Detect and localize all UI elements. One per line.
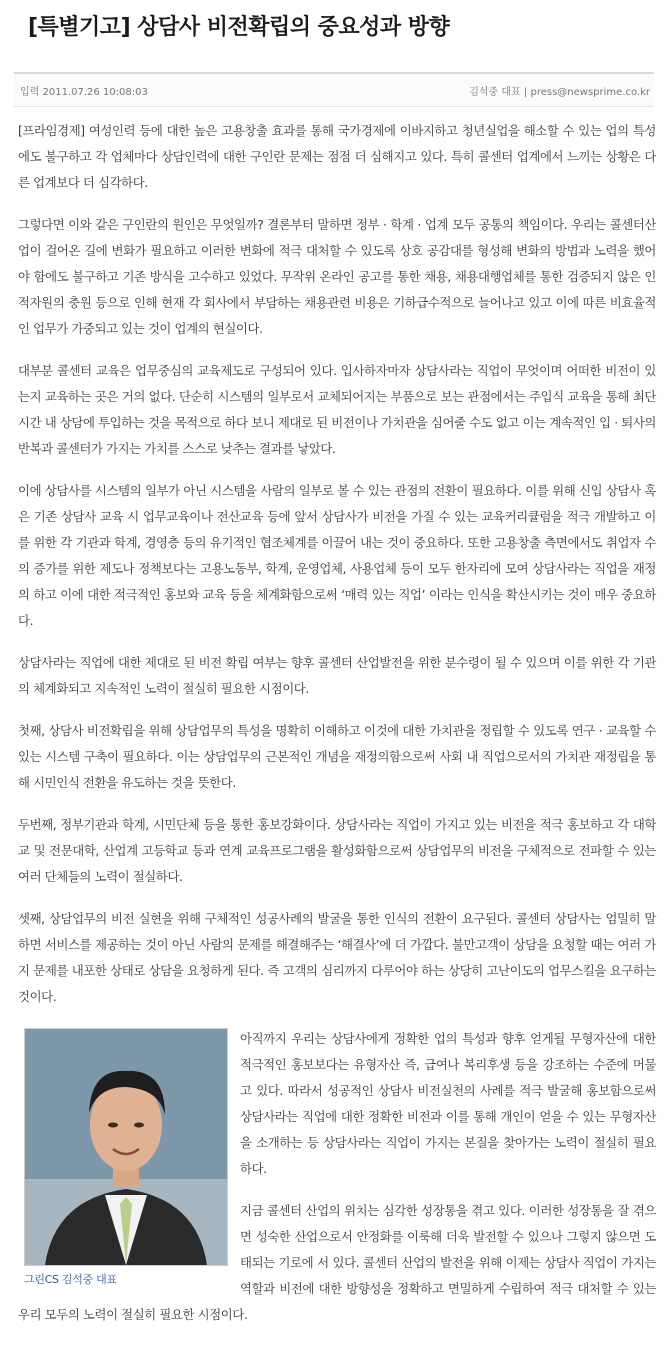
photo-caption: 그린CS 김석중 대표 (24, 1273, 117, 1286)
article-meta-bar (14, 72, 654, 107)
byline-separator: | (523, 87, 528, 98)
article-paragraph: 상담사라는 직업에 대한 제대로 된 비전 확립 여부는 향후 콜센터 산업발전을 위한 분수령이 될 수 있으며 이를 위한 각 기관의 체계화되고 지속적인 노력이 절실히 필요한 시점이다. (18, 655, 656, 696)
article-paragraph: 그렇다면 이와 같은 구인란의 원인은 무엇일까? 결론부터 말하면 정부 · 학계 · 업계 모두 공통의 책임이다. 우리는 콜센터산업이 걸어온 길에 변화가 필요하고 이러한 변화에 적극 대처할 수 있도록 상호 공감대를 형성해 변화의 방법과 노력을 했어야 함에도 불구하고 기존 방식을 고수하고 있었다. 무작위 온라인 공고를 통한 채용, 채용대행업체를 통한 검증되지 않은 인적자원의 충원 등으로 인해 현재 각 회사에서 부담하는 채용관련 비용은 기하급수적으로 늘어나고 있고 이에 따른 비효율적인 업무가 가중되고 있는 것이 업계의 현실이다. (18, 217, 656, 336)
author-photo-figure (24, 1028, 228, 1288)
author-email-link[interactable]: press@newsprime.co.kr (530, 87, 650, 98)
author-name: 김석중 대표 (469, 87, 521, 98)
author-photo (24, 1028, 228, 1266)
date-value: 2011.07.26 10:08:03 (42, 87, 148, 98)
article-paragraph: 아직까지 우리는 상담사에게 정확한 업의 특성과 향후 얻게될 무형자산에 대한 적극적인 홍보보다는 유형자산 즉, 급여나 복리후생 등을 강조하는 수준에 머물고 있다. 따라서 성공적인 상담사 비전실천의 사례를 적극 발굴해 홍보함으로써 상담사라는 직업에 대한 정확한 비전과 이를 통해 개인이 얻을 수 있는 무형자산을 소개하는 등 상담사라는 직업이 가지는 본질을 찾아가는 노력이 절실히 필요하다. (240, 1031, 656, 1176)
article-paragraph: 대부분 콜센터 교육은 업무중심의 교육제도로 구성되어 있다. 입사하자마자 상담사라는 직업이 무엇이며 어떠한 비전이 있는지 교육하는 곳은 거의 없다. 단순히 시스템의 일부로서 교체되어지는 부품으로 보는 관점에서는 주입식 교육을 통해 최단 시간 내 상담에 투입하는 것을 목적으로 하다 보니 제대로 된 비전이나 가치관을 심어줄 수도 없고 이는 계속적인 입 · 퇴사의 반복과 콜센터가 가지는 가치를 스스로 낮추는 결과를 낳았다. (18, 363, 656, 456)
date-label: 입력 (20, 87, 40, 98)
article-title: [특별기고] 상담사 비전확립의 중요성과 방향 (28, 15, 450, 40)
article-body (18, 118, 656, 1344)
article-paragraph: 두번째, 정부기관과 학계, 시민단체 등을 통한 홍보강화이다. 상담사라는 직업이 가지고 있는 비전을 적극 홍보하고 각 대학교 및 전문대학, 산업계 고등학교 등과 연계 교육프로그램을 활성화함으로써 상담업무의 비전을 구체적으로 전파할 수 있는 여러 단체들의 노력이 절실하다. (18, 817, 656, 884)
article-paragraph: 이에 상담사를 시스템의 일부가 아닌 시스템을 사람의 일부로 볼 수 있는 관점의 전환이 필요하다. 이를 위해 신입 상담사 혹은 기존 상담사 교육 시 업무교육이나 전산교육 등에 앞서 상담사가 비전을 가질 수 있는 교육커리큘럼을 적극 개발하고 이를 위한 각 기관과 학계, 경영층 등의 유기적인 협조체계를 이끌어 내는 것이 중요하다. 또한 고용창출 측면에서도 취업자 수의 증가를 위한 제도나 정책보다는 고용노동부, 학계, 운영업체, 사용업체 등이 모두 한자리에 모여 상담사라는 직업을 재정의 하고 이에 대한 적극적인 홍보와 교육 등을 체계화함으로써 ‘매력 있는 직업’ 이라는 인식을 확산시키는 것이 매우 중요하다. (18, 483, 656, 628)
article-paragraph: 셋째, 상담업무의 비전 실현을 위해 구체적인 성공사례의 발굴을 통한 인식의 전환이 요구된다. 콜센터 상담사는 엄밀히 말하면 서비스를 제공하는 것이 아닌 사람의 문제를 해결해주는 ‘해결사’에 더 가깝다. 불만고객이 상담을 요청할 때는 여러 가지 문제를 내포한 상태로 상담을 요청하게 된다. 즉 고객의 심리까지 다루어야 하는 상당히 고난이도의 업무스킬을 요구하는 것이다. (18, 911, 656, 1004)
portrait-illustration (25, 1029, 227, 1265)
article-paragraph: 지금 콜센터 산업의 위치는 심각한 성장통을 겪고 있다. 이러한 성장통을 잘 겪으면 성숙한 산업으로서 안정화를 이룩해 더욱 발전할 수 있으나 그렇지 않으면 도태되는 기로에 서 있다. 콜센터 산업의 발전을 위해 이제는 상담사 직업이 가지는 역할과 비전에 대한 방향성을 정확하고 면밀하게 수립하여 적극 대처할 수 있는 우리 모두의 노력이 절실히 필요한 시점이다. (18, 1203, 656, 1322)
article-byline (469, 83, 650, 98)
article-paragraph: [프라임경제] 여성인력 등에 대한 높은 고용창출 효과를 통해 국가경제에 이바지하고 청년실업을 해소할 수 있는 업의 특성에도 불구하고 각 업체마다 상담인력에 대한 구인란 문제는 점점 더 심해지고 있다. 특히 콜센터 업계에서 느끼는 상황은 다른 업계보다 더 심각하다. (18, 123, 656, 190)
article-date (20, 83, 148, 98)
article-paragraph: 첫째, 상담사 비전확립을 위해 상담업무의 특성을 명확히 이해하고 이것에 대한 가치관을 정립할 수 있도록 연구 · 교육할 수 있는 시스템 구축이 필요하다. 이는 상담업무의 근본적인 개념을 재정의함으로써 사회 내 직업으로서의 가치관 재정립을 통해 시민인식 전환을 유도하는 것을 뜻한다. (18, 723, 656, 790)
